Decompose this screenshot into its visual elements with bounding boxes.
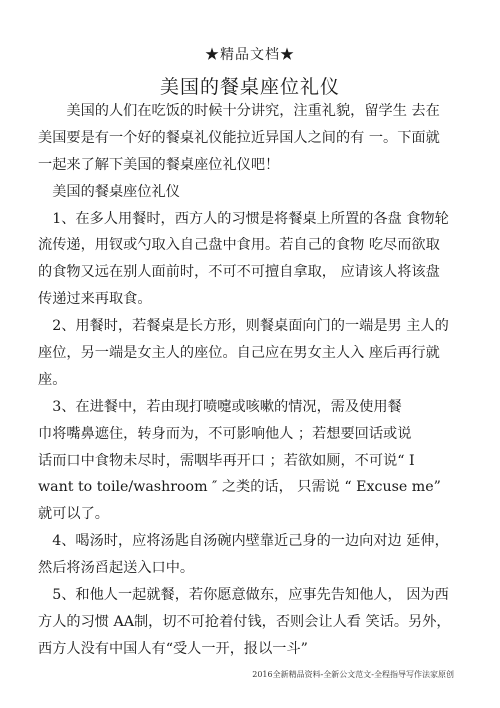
text-line: 5、和他人一起就餐，若你愿意做东，应事先告知他人， 因为西 bbox=[38, 587, 449, 604]
text-line: 美国的餐桌座位礼仪 bbox=[38, 183, 180, 200]
text-line: 就可以了。 bbox=[38, 506, 109, 523]
text-line: 美国要是有一个好的餐桌礼仪能拉近异国人之间的有 一。下面就 bbox=[38, 129, 440, 146]
document-title: 美国的餐桌座位礼仪 bbox=[159, 76, 340, 98]
document-body bbox=[38, 98, 456, 663]
text-line: 2、用餐时，若餐桌是长方形，则餐桌面向门的一端是男 主人的 bbox=[38, 318, 449, 335]
text-line: 美国的人们在吃饭的时候十分讲究，注重礼貌，留学生 去在 bbox=[38, 103, 440, 119]
text-line: 话而口中食物未尽时，需咽毕再开口 ；若欲如厕，不可说“ I bbox=[38, 452, 415, 469]
text-line: want to toile/washroom ″ 之类的话， 只需说 “ Excuse me” bbox=[38, 479, 441, 496]
text-line: 流传递，用钗或勺取入自己盘中食用。若自己的食物 吃尽而欲取 bbox=[38, 237, 440, 254]
text-line: 方人的习惯 AA制，切不可抢着付钱，否则会让人看 笑话。另外， bbox=[38, 613, 451, 630]
text-line: 巾将嘴鼻遮住，转身而为，不可影响他人 ；若想要回话或说 bbox=[38, 425, 412, 442]
text-line: 座。 bbox=[38, 371, 67, 388]
text-line: 3、在进餐中，若由现打喷嚏或咳嗽的情况，需及使用餐 bbox=[38, 398, 402, 415]
page-footer: 2016全新精品资料-全新公文范文-全程指导写作法家原创 bbox=[252, 670, 454, 679]
text-line: 4、喝汤时，应将汤匙自汤碗内壁靠近己身的一边向对边 延伸， bbox=[38, 533, 449, 550]
text-line: 的食物又远在别人面前时，不可不可擅自拿取， 应请该人将该盘 bbox=[38, 264, 440, 281]
text-line: 西方人没有中国人有“受人一开，报以一斗” bbox=[38, 640, 308, 657]
text-line: 然后将汤舀起送入口中。 bbox=[38, 560, 195, 577]
text-line: 一起来了解下美国的餐桌座位礼仪吧！ bbox=[38, 156, 280, 173]
header-mark: ★精品文档★ bbox=[205, 47, 295, 63]
text-line: 座位，另一端是女主人的座位。自己应在男女主人入 座后再行就 bbox=[38, 345, 440, 362]
text-line: 传递过来再取食。 bbox=[38, 291, 152, 308]
text-line: 1、在多人用餐时，西方人的习惯是将餐桌上所置的各盘 食物轮 bbox=[38, 210, 449, 227]
